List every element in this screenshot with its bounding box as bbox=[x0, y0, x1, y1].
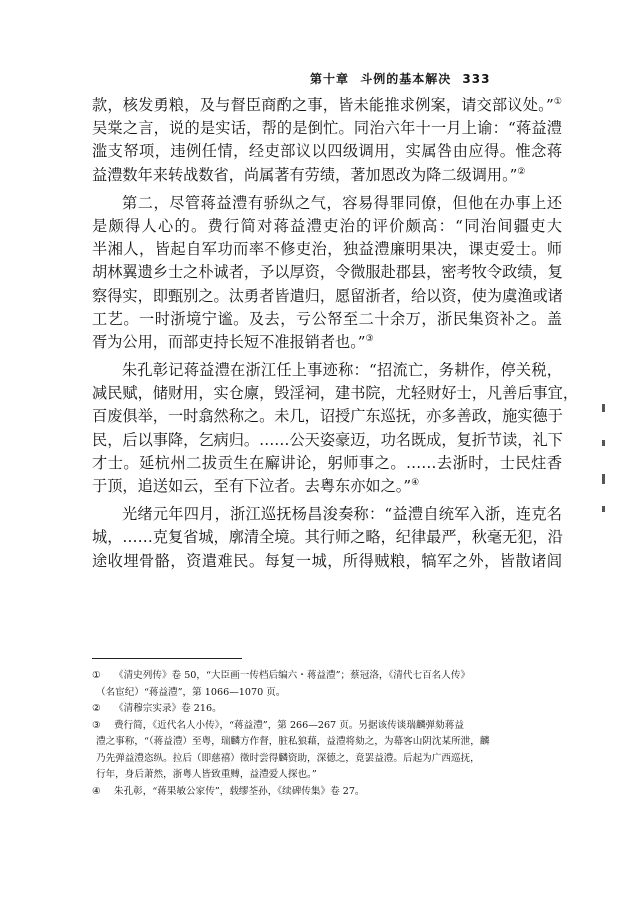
footnote-ref[interactable]: ② bbox=[517, 166, 526, 177]
footnote-marker: ② bbox=[92, 703, 101, 714]
chapter-title: 斗例的基本解决 bbox=[360, 72, 452, 86]
footnote-text: （名宦纪）“蒋益澧”，第 1066—1070 页。 bbox=[96, 686, 286, 698]
text-line: 益澧数年来转战数省，尚属著有劳绩，著加恩改为降二级调用。”② bbox=[92, 165, 526, 184]
footnote-separator bbox=[92, 658, 242, 659]
text-line: 滥支帑项，违例任情，经吏部议以四级调用，实属咎由应得。惟念蒋 bbox=[92, 142, 562, 161]
text-line: 第二，尽管蒋益澧有骄纵之气，容易得罪同僚，但他在办事上还 bbox=[122, 193, 562, 212]
footnote-text: 乃先弹益澧恣纵。拉后（即慈禧）徵时尝得麟资助，深德之，竟罢益澧。后起为广西巡抚， bbox=[96, 752, 480, 764]
text-line: 朱孔彰记蒋益澧在浙江任上事迹称：“招流亡，务耕作，停关税， bbox=[122, 361, 562, 380]
text-line: 胡林翼遗乡士之朴诚者，予以厚资，令微服赴郡县，密考牧令政绩，复 bbox=[92, 263, 563, 282]
footnote-ref[interactable]: ④ bbox=[411, 477, 420, 488]
text-line: 减民赋，储财用，实仓廪，毁淫祠，建书院，尤轻财好士，凡善后事宜， bbox=[92, 384, 578, 403]
text-line: 途收埋骨骼，资遣难民。每复一城，所得贼粮，犒军之外，皆散诸闾 bbox=[92, 551, 562, 570]
text-line: 款，核发勇粮，及与督臣商酌之事，皆未能推求例案，请交部议处。”① bbox=[92, 96, 562, 114]
footnote-marker: ① bbox=[92, 670, 101, 681]
footnote-text: 澧之事称，“（蒋益澧）至粤，瑞麟方作督，脏私狼藉，益澧将劾之，为幕客山阴沈某所泄，麟 bbox=[96, 736, 490, 747]
text-line: 城，……克复省城，廓清全境。其行师之略，纪律最严，秋毫无犯，沿 bbox=[92, 528, 563, 547]
text-line: 察得实，即甄别之。汰勇者皆遣归，愿留浙者，给以资，使为虞渔或诸 bbox=[92, 286, 563, 305]
text-line: 工艺。一时浙境宁谧。及去，亏公帑至二十余万，浙民集资补之。盖 bbox=[92, 309, 562, 328]
text-line: 才士。延杭州二拔贡生在廨讲论，躬师事之。……去浙时，士民炷香 bbox=[92, 453, 562, 472]
footnote-text: 《清穆宗实录》卷 216。 bbox=[114, 703, 222, 714]
footnote-text: 行年，身后萧然，浙粤人皆致重赙，益澧爱人探也。” bbox=[96, 769, 317, 780]
text-line: 百废俱举，一时翕然称之。未几，诏授广东巡抚，亦多善政，施实德于 bbox=[92, 407, 563, 426]
body-text bbox=[92, 94, 578, 573]
text-line: 半湘人，皆起自军功而率不修吏治，独益澧廉明果决，课吏爱士。师 bbox=[92, 240, 562, 259]
chapter-label: 第十章 bbox=[310, 72, 350, 86]
scan-margin-mark bbox=[602, 506, 605, 512]
page-number: 333 bbox=[462, 72, 491, 86]
scan-margin-mark bbox=[602, 404, 605, 412]
footnote-marker: ④ bbox=[92, 785, 101, 797]
footnote-text: 朱孔彰，“蒋果敏公家传”，载缪荃孙，《续碑传集》卷 27。 bbox=[114, 785, 365, 797]
scan-margin-mark bbox=[602, 474, 605, 484]
footnotes bbox=[92, 668, 562, 800]
footnote-1 bbox=[92, 668, 562, 701]
text-line: 胥为公用，而部吏持长短不准报销者也。”③ bbox=[92, 332, 374, 351]
scan-margin-mark bbox=[602, 440, 605, 446]
footnote-3 bbox=[92, 718, 562, 784]
text-line: 民，后以事降，乞病归。……公天姿豪迈，功名既成，复折节读，礼下 bbox=[92, 430, 563, 449]
text-line: 于顶，追送如云，至有下泣者。去粤东亦如之。”④ bbox=[92, 477, 420, 495]
footnote-text: 《清史列传》卷 50，“大臣画一传档后编六・蒋益澧”；蔡冠洛，《清代七百名人传》 bbox=[114, 670, 471, 681]
footnote-marker: ③ bbox=[92, 719, 101, 731]
footnote-ref[interactable]: ③ bbox=[365, 333, 374, 344]
footnote-ref[interactable]: ① bbox=[553, 96, 562, 107]
text-line: 是颇得人心的。费行简对蒋益澧吏治的评价颇高：“同治间疆吏大 bbox=[92, 216, 562, 235]
running-header bbox=[310, 70, 490, 87]
footnote-4 bbox=[92, 784, 562, 801]
text-line: 吴棠之言，说的是实话，帮的是倒忙。同治六年十一月上谕：“蒋益澧 bbox=[92, 119, 562, 138]
footnote-2 bbox=[92, 701, 562, 718]
footnote-text: 费行简，《近代名人小传》，“蒋益澧”，第 266—267 页。另据该传谈瑞麟弹劾蒋益 bbox=[114, 719, 464, 731]
text-line: 光绪元年四月，浙江巡抚杨昌浚奏称：“益澧自统军入浙，连克名 bbox=[122, 505, 562, 524]
